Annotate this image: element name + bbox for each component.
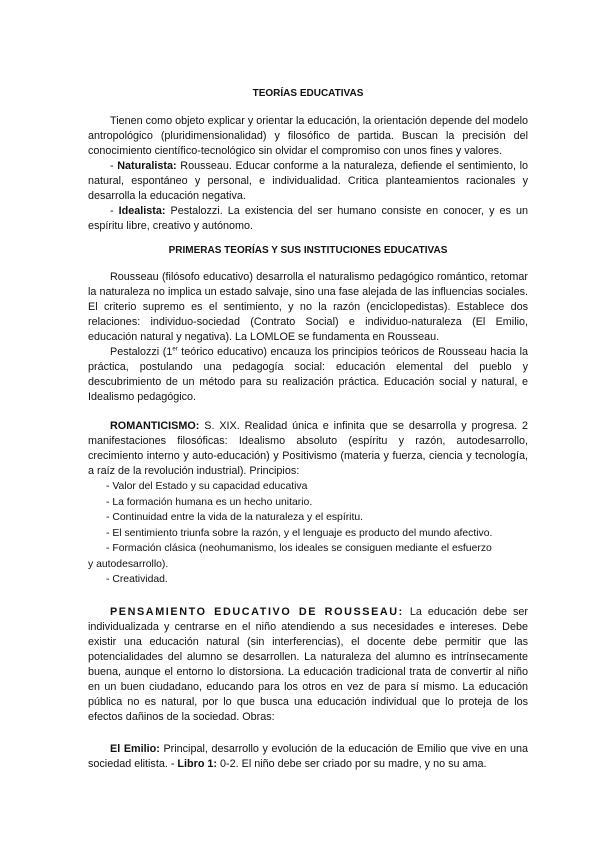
romanticismo-label: ROMANTICISMO: [110,420,200,432]
principios-list [88,479,528,588]
naturalista-label: Naturalista: [117,160,177,172]
document-page [88,80,528,772]
list-item: - Valor del Estado y su capacidad educativa [106,481,308,492]
naturalista-item: - Naturalista: Rousseau. Educar conforme a la naturaleza, defiende el sentimiento, lo natural, espontáneo y personal, e individualidad. Critica planteamientos racionales y desarrolla la educación negativa. [88,160,528,202]
pestalozzi-paragraph: Pestalozzi (1er teórico educativo) encauza los principios teóricos de Rousseau hacia la práctica, postulando una pedagogía social: educación elemental del pueblo y descubrimiento de un método para su realización práctica. Educación social y natural, e Idealismo pedagógico. [88,346,528,403]
list-item: - Continuidad entre la vida de la naturaleza y el espíritu. [106,512,364,523]
idealista-item: - Idealista: Pestalozzi. La existencia del ser humano consiste en conocer, y es un espíritu libre, creativo y autónomo. [88,205,528,232]
rousseau-paragraph: Rousseau (filósofo educativo) desarrolla el naturalismo pedagógico romántico, retomar la naturaleza no implica un estado salvaje, sino una fase alejada de las influencias sociales. El criterio supremo es el sentimiento, y no la razón (enciclopedistas). Establece dos relaciones: individuo-sociedad (Contrato Social) e individuo-naturaleza (El Emilio, educación natural y negativa). La LOMLOE se fundamenta en Rousseau. [88,271,528,343]
list-item-continuation: y autodesarrollo). [88,558,169,570]
pensamiento-label: PENSAMIENTO EDUCATIVO DE ROUSSEAU: [110,605,404,618]
intro-paragraph: Tienen como objeto explicar y orientar la educación, la orientación depende del modelo antropológico (pluridimensionalidad) y filosófico de partida. Buscan la precisión del conocimiento científico-tecnológico sin olvidar el compromiso con unos fines y valores. [88,115,528,157]
list-item: - Formación clásica (neohumanismo, los ideales se consiguen mediante el esfuerzo [106,543,492,554]
libro-label: Libro 1: [177,757,218,770]
naturalista-text: Rousseau. Educar conforme a la naturaleza, defiende el sentimiento, lo natural, espontáneo y personal, e individualidad. Critica planteamientos racionales y desarrolla la educación negativa. [88,160,528,202]
emilio-paragraph: El Emilio: Principal, desarrollo y evolución de la educación de Emilio que vive en una sociedad elitista. - Libro 1: 0-2. El niño debe ser criado por su madre, y no su ama. [88,742,529,770]
list-item: - La formación humana es un hecho unitario. [106,496,313,508]
list-item: - Creatividad. [106,574,168,585]
romanticismo-paragraph: ROMANTICISMO: S. XIX. Realidad única e infinita que se desarrolla y progresa. 2 manifestaciones filosóficas: Idealismo absoluto (espíritu y razón, autodesarrollo, crecimiento interno y auto-educación) y Positivismo (materia y fuerza, ciencia y tecnología, a raíz de la revolución industrial). Principios: [88,420,528,477]
idealista-text: Pestalozzi. La existencia del ser humano consiste en conocer, y es un espíritu libre, creativo y autónomo. [88,205,528,232]
emilio-label: El Emilio: [110,742,160,755]
section-title: PRIMERAS TEORÍAS Y SUS INSTITUCIONES EDUCATIVAS [168,245,448,256]
page-title: TEORÍAS EDUCATIVAS [252,88,364,99]
pensamiento-paragraph: PENSAMIENTO EDUCATIVO DE ROUSSEAU: La educación debe ser individualizada y centrarse en el niño atendiendo a sus necesidades e intereses. Debe existir una educación natural (sin interferencias), el docente debe permitir que las potencialidades del alumno se desarrollen. La naturaleza del alumno es intrínsecamente buena, aunque el entorno lo distorsiona. La educación tradicional trata de convertir al niño en un buen ciudadano, educando para los otros en vez de para sí mismo. La educación pública no es natural, por lo que busca una educación individual que lo proteja de los efectos dañinos de la sociedad. Obras: [88,605,528,723]
idealista-label: Idealista: [118,205,166,217]
list-item: - El sentimiento triunfa sobre la razón, y el lenguaje es producto del mundo afectivo. [106,527,493,539]
